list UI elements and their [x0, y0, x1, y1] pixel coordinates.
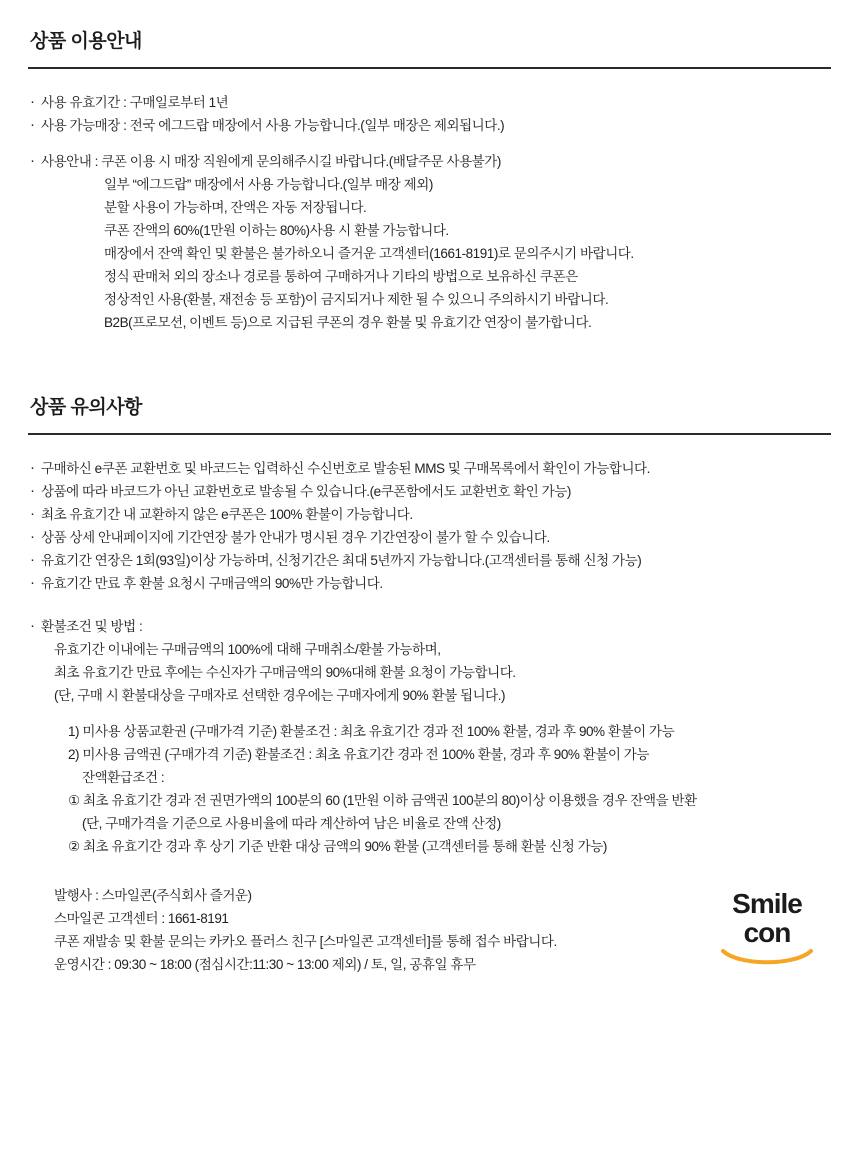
- usage-line: B2B(프로모션, 이벤트 등)으로 지급된 쿠폰의 경우 환불 및 유효기간 연장이 불가합니다.: [104, 315, 592, 330]
- section-title-usage-guide: 상품 이용안내: [30, 31, 142, 52]
- smile-curve-icon: [721, 949, 813, 965]
- refund-line: 1) 미사용 상품교환권 (구매가격 기준) 환불조건 : 최초 유효기간 경과 전 100% 환불, 경과 후 90% 환불이 가능: [68, 724, 675, 739]
- usage-line: · 사용 유효기간 : 구매일로부터 1년: [28, 91, 831, 114]
- usage-line: 매장에서 잔액 확인 및 환불은 불가하오니 즐거운 고객센터(1661-8191)로 문의주시기 바랍니다.: [104, 246, 634, 261]
- precaution-line: · 구매하신 e쿠폰 교환번호 및 바코드는 입력하신 수신번호로 발송된 MMS 및 구매목록에서 확인이 가능합니다.: [28, 457, 831, 480]
- usage-line: 분할 사용이 가능하며, 잔액은 자동 저장됩니다.: [104, 200, 367, 215]
- refund-line: 최초 유효기간 만료 후에는 수신자가 구매금액의 90%대해 환불 요청이 가능합니다.: [54, 665, 516, 680]
- refund-conditions-heading: · 환불조건 및 방법 :: [28, 615, 831, 638]
- refund-line: 잔액환급조건 :: [82, 770, 165, 785]
- precaution-line: · 유효기간 만료 후 환불 요청시 구매금액의 90%만 가능합니다.: [28, 572, 831, 595]
- refund-line: (단, 구매가격을 기준으로 사용비율에 따라 계산하여 남은 비율로 잔액 산정): [82, 816, 501, 831]
- smilecon-logo: [711, 890, 823, 965]
- section-divider-usage-guide: [28, 67, 831, 69]
- spacer: [28, 137, 831, 150]
- usage-line: 정상적인 사용(환불, 재전송 등 포함)이 금지되거나 제한 될 수 있으니 주의하시기 바랍니다.: [104, 292, 609, 307]
- precaution-line: · 상품 상세 안내페이지에 기간연장 불가 안내가 명시된 경우 기간연장이 불가 할 수 있습니다.: [28, 526, 831, 549]
- refund-line: 유효기간 이내에는 구매금액의 100%에 대해 구매취소/환불 가능하며,: [54, 642, 441, 657]
- operating-hours-line: 운영시간 : 09:30 ~ 18:00 (점심시간:11:30 ~ 13:00 제외) / 토, 일, 공휴일 휴무: [54, 957, 476, 972]
- usage-line: · 사용 가능매장 : 전국 에그드랍 매장에서 사용 가능합니다.(일부 매장은 제외됩니다.): [28, 114, 831, 137]
- section-divider-precautions: [28, 433, 831, 435]
- refund-line: ① 최초 유효기간 경과 전 권면가액의 100분의 60 (1만원 이하 금액권 100분의 80)이상 이용했을 경우 잔액을 반환: [68, 793, 697, 808]
- usage-line: 쿠폰 잔액의 60%(1만원 이하는 80%)사용 시 환불 가능합니다.: [104, 223, 449, 238]
- usage-guide-body: [28, 91, 831, 334]
- issuer-line: 발행사 : 스마일콘(주식회사 즐거운): [54, 888, 252, 903]
- reissue-inquiry-line: 쿠폰 재발송 및 환불 문의는 카카오 플러스 친구 [스마일콘 고객센터]를 통해 접수 바랍니다.: [54, 934, 557, 949]
- refund-line: 2) 미사용 금액권 (구매가격 기준) 환불조건 : 최초 유효기간 경과 전 100% 환불, 경과 후 90% 환불이 가능: [68, 747, 649, 762]
- usage-line: 정식 판매처 외의 장소나 경로를 통하여 구매하거나 기타의 방법으로 보유하신 쿠폰은: [104, 269, 578, 284]
- precaution-line: · 상품에 따라 바코드가 아닌 교환번호로 발송될 수 있습니다.(e쿠폰함에서도 교환번호 확인 가능): [28, 480, 831, 503]
- spacer: [28, 595, 831, 615]
- usage-line: · 사용안내 : 쿠폰 이용 시 매장 직원에게 문의해주시길 바랍니다.(배달주문 사용불가): [28, 150, 831, 173]
- spacer: [28, 707, 831, 720]
- logo-text-con: con: [743, 917, 791, 948]
- section-title-precautions: 상품 유의사항: [30, 397, 142, 418]
- footer: [28, 884, 831, 976]
- precautions-body: [28, 457, 831, 858]
- refund-line: (단, 구매 시 환불대상을 구매자로 선택한 경우에는 구매자에게 90% 환불 됩니다.): [54, 688, 506, 703]
- refund-line: ② 최초 유효기간 경과 후 상기 기준 반환 대상 금액의 90% 환불 (고객센터를 통해 환불 신청 가능): [68, 839, 607, 854]
- usage-line: 일부 “에그드랍” 매장에서 사용 가능합니다.(일부 매장 제외): [104, 177, 433, 192]
- customer-center-line: 스마일콘 고객센터 : 1661-8191: [54, 911, 229, 926]
- logo-text-smile: Smile: [732, 888, 802, 919]
- spacer: [28, 342, 831, 392]
- precaution-line: · 유효기간 연장은 1회(93일)이상 가능하며, 신청기간은 최대 5년까지 가능합니다.(고객센터를 통해 신청 가능): [28, 549, 831, 572]
- precaution-line: · 최초 유효기간 내 교환하지 않은 e쿠폰은 100% 환불이 가능합니다.: [28, 503, 831, 526]
